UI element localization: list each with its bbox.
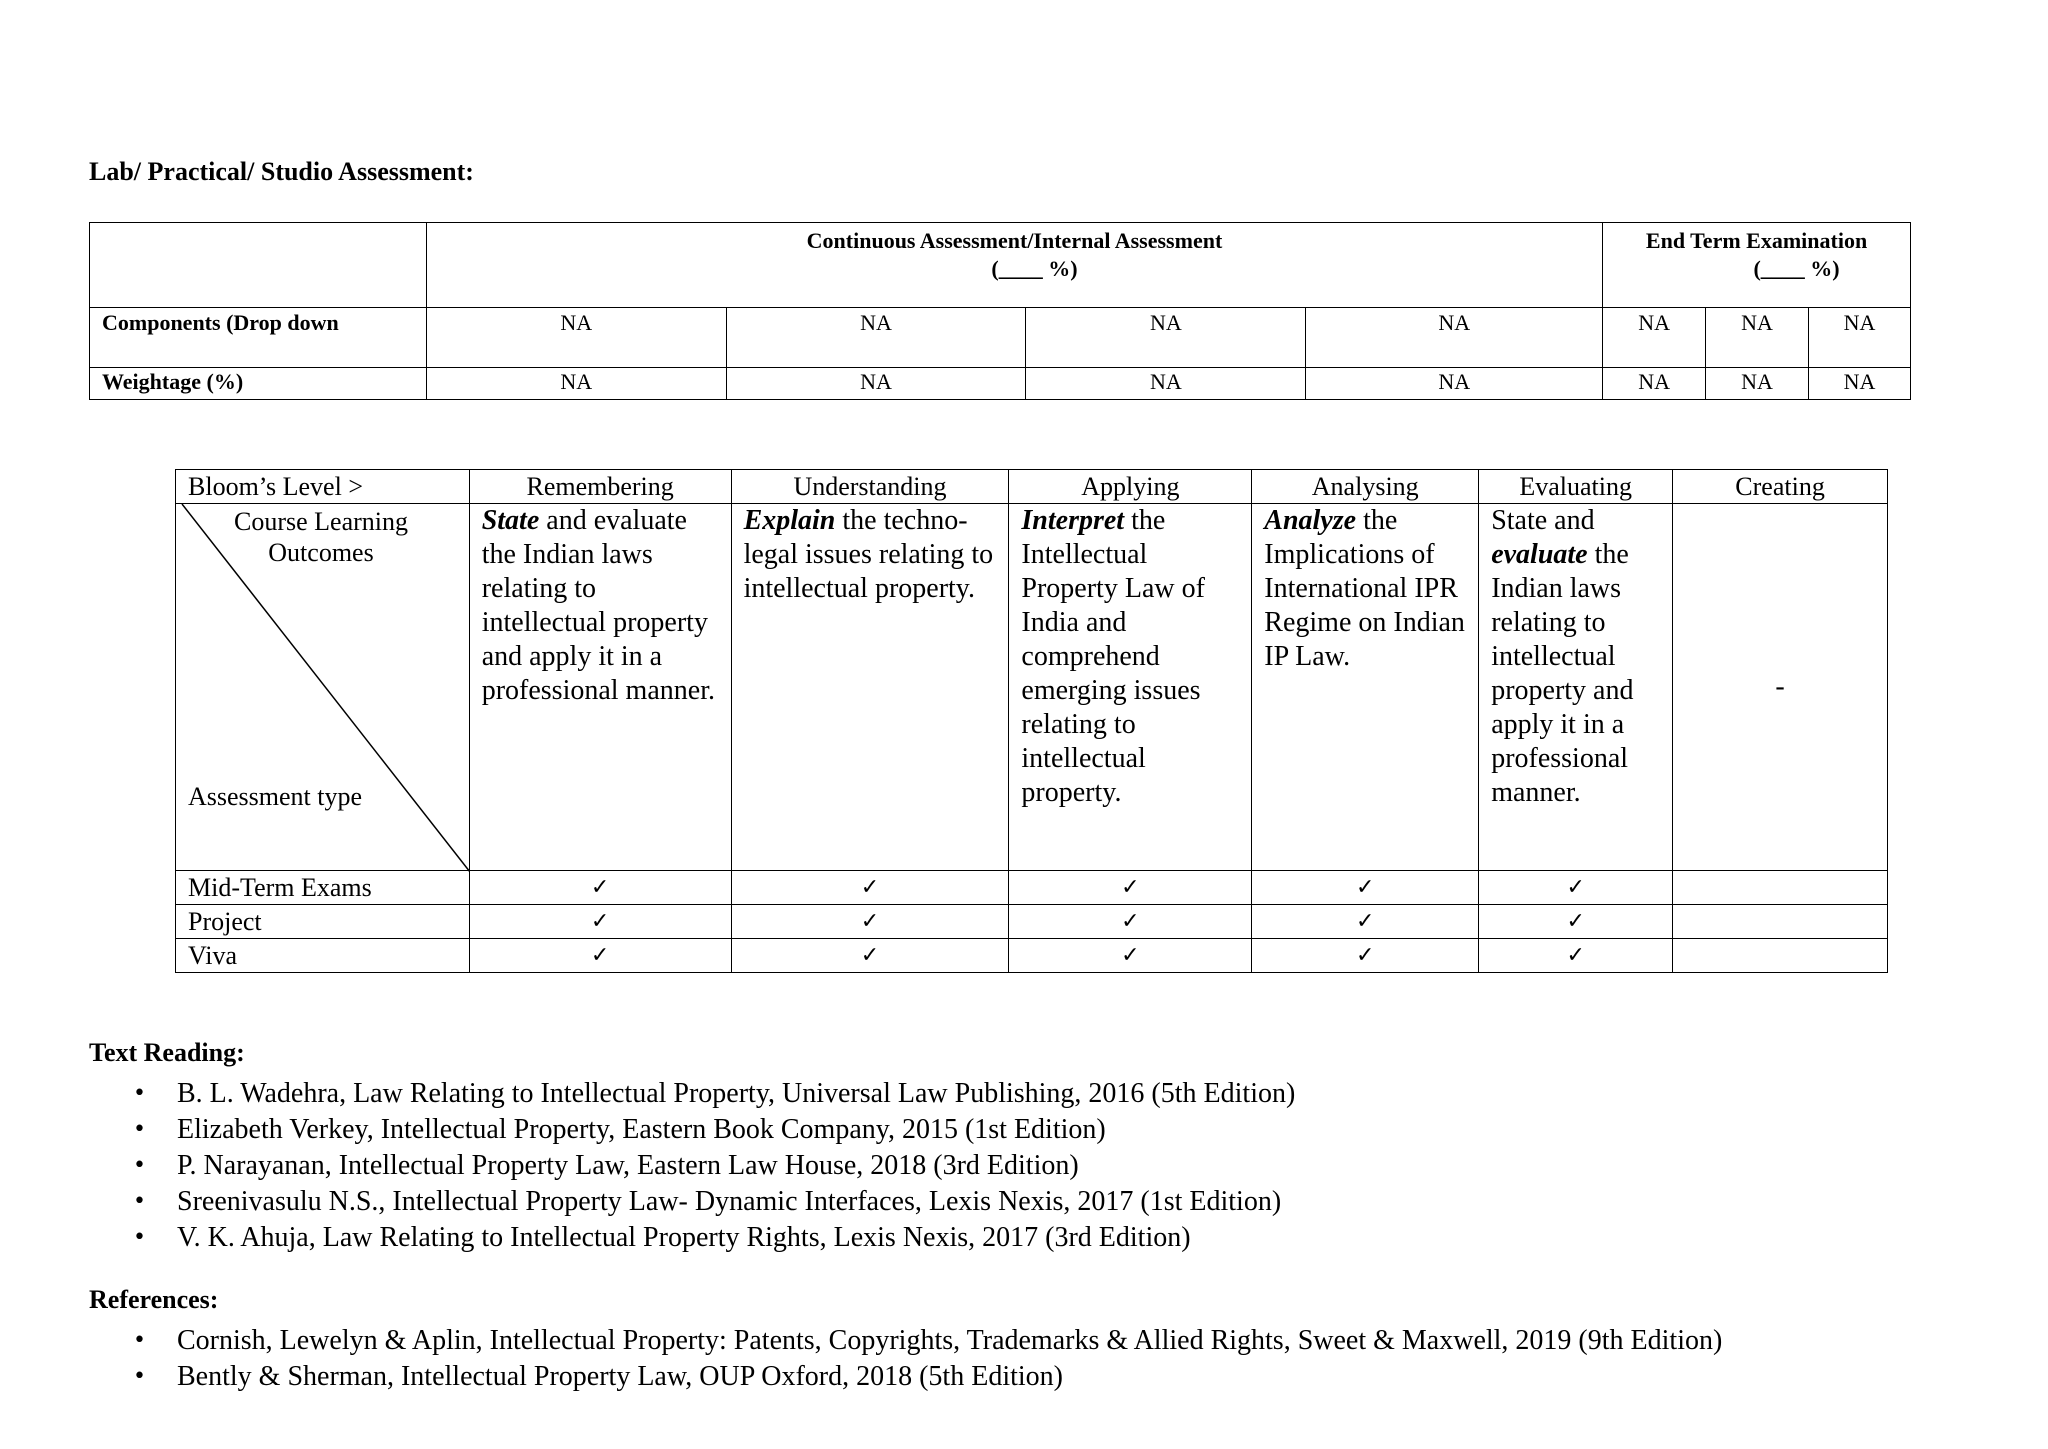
checkmark-icon: ✓ [1009, 871, 1252, 905]
list-item-text: Cornish, Lewelyn & Aplin, Intellectual Property: Patents, Copyrights, Trademarks & Allied Rights, Sweet & Maxwell, 2019 (9th Edition) [177, 1325, 1723, 1356]
blooms-level-table [175, 469, 1888, 973]
level-header: Remembering [469, 470, 731, 504]
list-item [89, 1148, 1909, 1184]
outcome-verb: Interpret [1021, 505, 1125, 536]
components-label: Components (Drop down [90, 308, 427, 368]
assessment-table [89, 222, 1911, 400]
list-item-text: P. Narayanan, Intellectual Property Law, Eastern Law House, 2018 (3rd Edition) [177, 1150, 1079, 1181]
component-cell: NA [426, 308, 726, 368]
component-cell: NA [1809, 308, 1911, 368]
list-item-text: Sreenivasulu N.S., Intellectual Property Law- Dynamic Interfaces, Lexis Nexis, 2017 (1st Edition) [177, 1186, 1282, 1217]
references-list [89, 1323, 1969, 1395]
assessment-type-name: Mid-Term Exams [176, 871, 470, 905]
component-cell: NA [1306, 308, 1603, 368]
component-cell: NA [1706, 308, 1809, 368]
weightage-cell: NA [1809, 368, 1911, 400]
end-term-percent: (____ %) [1753, 256, 1840, 281]
outcome-text: the Intellectual Property Law of India and comprehend emerging issues relating to intellectual property. [1021, 505, 1205, 808]
weightage-cell: NA [1706, 368, 1809, 400]
weightage-cell: NA [426, 368, 726, 400]
checkmark-icon: ✓ [1479, 939, 1673, 973]
weightage-cell: NA [1306, 368, 1603, 400]
outcome-text-pre: State and [1491, 505, 1595, 536]
clo-label-line: Course Learning [233, 507, 408, 536]
list-item [89, 1220, 1909, 1256]
checkmark-icon: ✓ [469, 871, 731, 905]
level-header: Evaluating [1479, 470, 1673, 504]
outcome-text: the Indian laws relating to intellectual property and apply it in a professional manner. [1491, 539, 1634, 808]
blooms-header-row [176, 470, 1888, 504]
list-item-text: Bently & Sherman, Intellectual Property Law, OUP Oxford, 2018 (5th Edition) [177, 1361, 1063, 1392]
bullet-icon: • [133, 1189, 146, 1214]
list-item [89, 1359, 1969, 1395]
list-item-text: Elizabeth Verkey, Intellectual Property, Eastern Book Company, 2015 (1st Edition) [177, 1114, 1106, 1145]
empty-cell [1673, 939, 1888, 973]
list-item-text: V. K. Ahuja, Law Relating to Intellectual Property Rights, Lexis Nexis, 2017 (3rd Edition) [177, 1222, 1191, 1253]
list-item-text: B. L. Wadehra, Law Relating to Intellectual Property, Universal Law Publishing, 2016 (5th Edition) [177, 1078, 1296, 1109]
components-row [90, 308, 1911, 368]
list-item [89, 1076, 1909, 1112]
component-cell: NA [726, 308, 1026, 368]
diagonal-header-cell [176, 504, 470, 871]
checkmark-icon: ✓ [731, 871, 1009, 905]
assessment-header-row [90, 223, 1911, 308]
outcome-text: the Implications of International IPR Regime on Indian IP Law. [1264, 505, 1465, 672]
outcome-text: and evaluate the Indian laws relating to intellectual property and apply it in a professional manner. [481, 505, 715, 706]
weightage-row [90, 368, 1911, 400]
end-term-title: End Term Examination [1645, 228, 1868, 253]
lab-assessment-title: Lab/ Practical/ Studio Assessment: [89, 157, 474, 186]
assessment-type-row [176, 905, 1888, 939]
continuous-assessment-title: Continuous Assessment/Internal Assessment [806, 228, 1223, 253]
references-title: References: [89, 1285, 219, 1314]
checkmark-icon: ✓ [1252, 905, 1479, 939]
checkmark-icon: ✓ [1009, 905, 1252, 939]
weightage-label: Weightage (%) [90, 368, 427, 400]
outcome-understanding [731, 504, 1009, 871]
assessment-type-rows [176, 871, 1888, 973]
continuous-assessment-header [426, 223, 1602, 308]
checkmark-icon: ✓ [469, 939, 731, 973]
outcome-creating: - [1673, 504, 1888, 871]
outcome-analysing [1252, 504, 1479, 871]
checkmark-icon: ✓ [1479, 871, 1673, 905]
empty-cell [1673, 871, 1888, 905]
level-header: Creating [1673, 470, 1888, 504]
text-reading-list [89, 1076, 1909, 1256]
bullet-icon: • [133, 1117, 146, 1142]
checkmark-icon: ✓ [1252, 939, 1479, 973]
bullet-icon: • [133, 1153, 146, 1178]
outcome-verb: Explain [743, 505, 836, 536]
assessment-type-row [176, 939, 1888, 973]
weightage-cell: NA [726, 368, 1026, 400]
component-cell: NA [1026, 308, 1306, 368]
checkmark-icon: ✓ [1009, 939, 1252, 973]
course-outcomes-row [176, 504, 1888, 871]
list-item [89, 1184, 1909, 1220]
outcome-verb: State [481, 505, 540, 536]
checkmark-icon: ✓ [469, 905, 731, 939]
end-term-header [1603, 223, 1911, 308]
bullet-icon: • [133, 1225, 146, 1250]
bullet-icon: • [133, 1328, 146, 1353]
continuous-assessment-percent: (____ %) [991, 256, 1078, 281]
bullet-icon: • [133, 1081, 146, 1106]
checkmark-icon: ✓ [731, 939, 1009, 973]
clo-label-line: Outcomes [268, 538, 374, 567]
blooms-level-label: Bloom’s Level > [176, 470, 470, 504]
weightage-cell: NA [1026, 368, 1306, 400]
list-item [89, 1323, 1969, 1359]
checkmark-icon: ✓ [731, 905, 1009, 939]
course-learning-outcomes-label [176, 506, 466, 568]
outcome-applying [1009, 504, 1252, 871]
assessment-type-name: Project [176, 905, 470, 939]
level-header: Understanding [731, 470, 1009, 504]
outcome-remembering [469, 504, 731, 871]
assessment-type-label: Assessment type [188, 782, 363, 811]
list-item [89, 1112, 1909, 1148]
checkmark-icon: ✓ [1252, 871, 1479, 905]
level-header: Analysing [1252, 470, 1479, 504]
empty-cell [1673, 905, 1888, 939]
assessment-type-name: Viva [176, 939, 470, 973]
empty-header-cell [90, 223, 427, 308]
text-reading-title: Text Reading: [89, 1038, 245, 1067]
bullet-icon: • [133, 1364, 146, 1389]
checkmark-icon: ✓ [1479, 905, 1673, 939]
assessment-type-row [176, 871, 1888, 905]
weightage-cell: NA [1603, 368, 1706, 400]
outcome-evaluating [1479, 504, 1673, 871]
outcome-verb: evaluate [1491, 539, 1588, 570]
level-header: Applying [1009, 470, 1252, 504]
outcome-verb: Analyze [1264, 505, 1357, 536]
outcome-text: the techno-legal issues relating to intellectual property. [743, 505, 994, 604]
component-cell: NA [1603, 308, 1706, 368]
